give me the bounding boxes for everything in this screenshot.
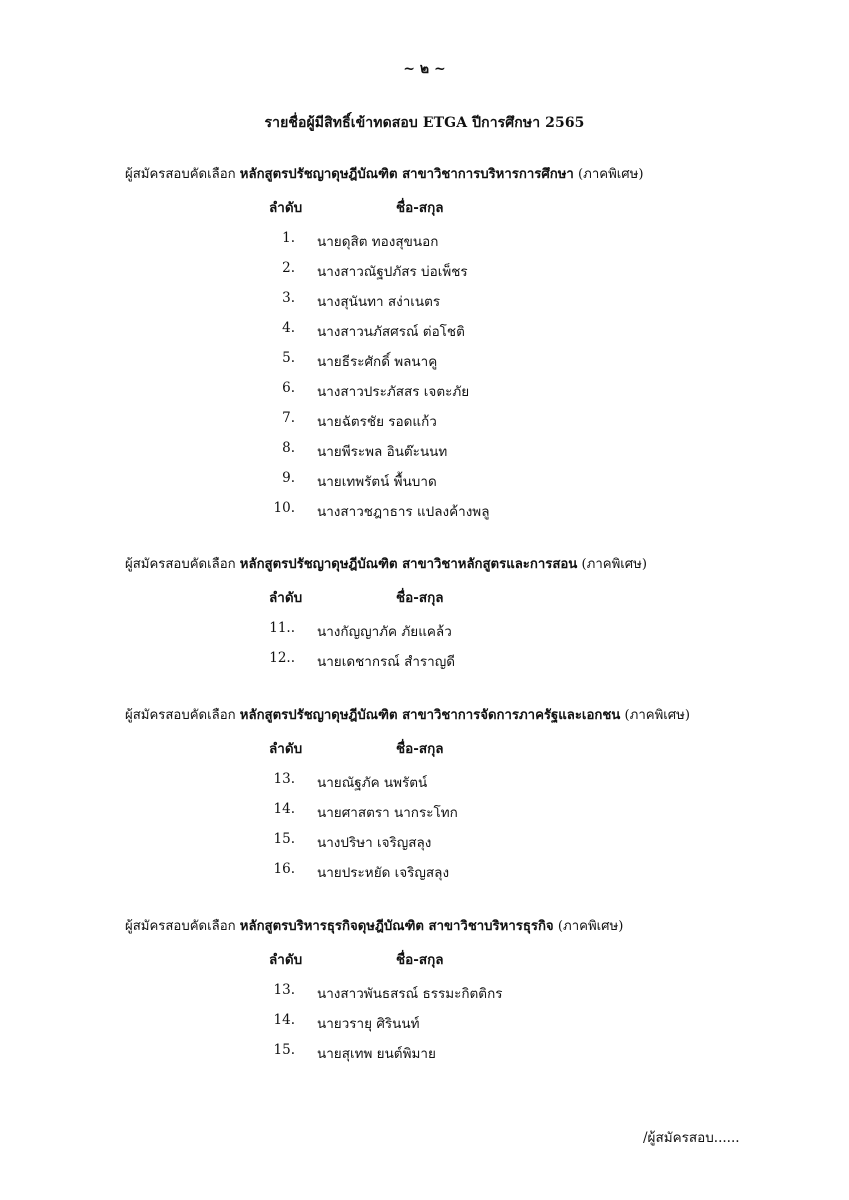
list-item <box>125 976 765 1006</box>
row-name: นางสาวพันธสรณ์ ธรรมะกิตติกร <box>317 986 503 1002</box>
row-name: นางกัญญาภัค ภัยแคล้ว <box>317 624 452 640</box>
column-header-name: ชื่อ-สกุล <box>396 952 444 968</box>
row-name: นายเดชากรณ์ สำราญดี <box>317 654 456 670</box>
row-number: 12.. <box>269 650 295 666</box>
row-name: นายพีระพล อินต๊ะนนท <box>317 444 448 460</box>
row-name: นางสุนันทา สง่าเนตร <box>317 294 441 310</box>
section-heading <box>125 706 765 726</box>
list-item <box>125 855 765 885</box>
row-number: 10. <box>273 500 295 516</box>
list-item <box>125 494 765 524</box>
column-headers <box>125 196 765 220</box>
heading-program: หลักสูตรปรัชญาดุษฎีบัณฑิต สาขาวิชาการจัดการภาครัฐและเอกชน <box>239 708 621 723</box>
row-number: 2. <box>282 260 295 276</box>
document-title: รายชื่อผู้มีสิทธิ์เข้าทดสอบ ETGA ปีการศึกษา 2565 <box>264 115 585 131</box>
candidate-list <box>125 614 765 674</box>
row-name: นายฉัตรชัย รอดแก้ว <box>317 414 437 430</box>
row-number: 9. <box>282 470 295 486</box>
list-item <box>125 224 765 254</box>
row-number: 4. <box>282 320 295 336</box>
heading-prefix: ผู้สมัครสอบคัดเลือก <box>125 167 236 182</box>
row-name: นายประหยัด เจริญสลุง <box>317 865 450 881</box>
row-number: 14. <box>273 801 295 817</box>
column-header-name: ชื่อ-สกุล <box>396 200 444 216</box>
row-number: 6. <box>282 380 295 396</box>
row-name: นางสาวณัฐปภัสร บ่อเพ็ชร <box>317 264 468 280</box>
row-number: 1. <box>282 230 295 246</box>
row-name: นายธีระศักดิ์ พลนาคู <box>317 354 438 370</box>
heading-program: หลักสูตรปรัชญาดุษฎีบัณฑิต สาขาวิชาหลักสูตรและการสอน <box>239 557 578 572</box>
row-number: 3. <box>282 290 295 306</box>
page-number: ~ ๒ ~ <box>403 61 446 77</box>
row-number: 13. <box>273 982 295 998</box>
row-number: 16. <box>273 861 295 877</box>
candidate-list <box>125 224 765 524</box>
row-number: 13. <box>273 771 295 787</box>
section-curriculum-instruction <box>125 555 765 674</box>
section-heading <box>125 917 765 937</box>
section-business-administration <box>125 917 765 1066</box>
continuation-note: /ผู้สมัครสอบ...... <box>643 1130 740 1146</box>
list-item <box>125 644 765 674</box>
column-header-order: ลำดับ <box>269 952 303 968</box>
list-item <box>125 464 765 494</box>
row-number: 15. <box>273 831 295 847</box>
list-item <box>125 254 765 284</box>
list-item <box>125 404 765 434</box>
list-item <box>125 314 765 344</box>
row-name: นายศาสตรา นากระโทก <box>317 805 458 821</box>
heading-suffix: (ภาคพิเศษ) <box>581 557 648 572</box>
heading-suffix: (ภาคพิเศษ) <box>624 708 690 723</box>
heading-prefix: ผู้สมัครสอบคัดเลือก <box>125 708 236 723</box>
list-item <box>125 344 765 374</box>
column-header-order: ลำดับ <box>269 590 303 606</box>
candidate-list <box>125 765 765 885</box>
list-item <box>125 795 765 825</box>
list-item <box>125 1036 765 1066</box>
row-number: 15. <box>273 1042 295 1058</box>
column-header-order: ลำดับ <box>269 200 303 216</box>
heading-program: หลักสูตรบริหารธุรกิจดุษฎีบัณฑิต สาขาวิชาบริหารธุรกิจ <box>239 919 554 934</box>
list-item <box>125 284 765 314</box>
heading-prefix: ผู้สมัครสอบคัดเลือก <box>125 557 236 572</box>
list-item <box>125 1006 765 1036</box>
row-number: 7. <box>282 410 295 426</box>
row-name: นายณัฐภัค นพรัตน์ <box>317 775 428 791</box>
column-headers <box>125 586 765 610</box>
list-item <box>125 765 765 795</box>
row-number: 14. <box>273 1012 295 1028</box>
row-name: นายเทพรัตน์ พื้นบาด <box>317 474 437 490</box>
list-item <box>125 825 765 855</box>
heading-suffix: (ภาคพิเศษ) <box>578 167 644 182</box>
heading-program: หลักสูตรปรัชญาดุษฎีบัณฑิต สาขาวิชาการบริหารการศึกษา <box>239 167 574 182</box>
row-number: 5. <box>282 350 295 366</box>
list-item <box>125 614 765 644</box>
column-headers <box>125 948 765 972</box>
section-heading <box>125 555 765 575</box>
row-name: นายสุเทพ ยนต์พิมาย <box>317 1046 436 1062</box>
row-number: 8. <box>282 440 295 456</box>
row-name: นายดุสิต ทองสุขนอก <box>317 234 439 250</box>
row-name: นางปริษา เจริญสลุง <box>317 835 432 851</box>
column-header-order: ลำดับ <box>269 741 303 757</box>
section-educational-administration <box>125 165 765 524</box>
section-public-private-management <box>125 706 765 885</box>
column-headers <box>125 737 765 761</box>
heading-suffix: (ภาคพิเศษ) <box>557 919 624 934</box>
heading-prefix: ผู้สมัครสอบคัดเลือก <box>125 919 236 934</box>
row-name: นายวรายุ ศิรินนท์ <box>317 1016 420 1032</box>
candidate-list <box>125 976 765 1066</box>
list-item <box>125 434 765 464</box>
column-header-name: ชื่อ-สกุล <box>396 590 444 606</box>
row-number: 11.. <box>269 620 295 636</box>
row-name: นางสาวนภัสศรณ์ ต่อโชติ <box>317 324 465 340</box>
row-name: นางสาวประภัสสร เจตะภัย <box>317 384 470 400</box>
section-heading <box>125 165 765 185</box>
list-item <box>125 374 765 404</box>
column-header-name: ชื่อ-สกุล <box>396 741 444 757</box>
row-name: นางสาวชฎาธาร แปลงค้างพลู <box>317 504 490 520</box>
